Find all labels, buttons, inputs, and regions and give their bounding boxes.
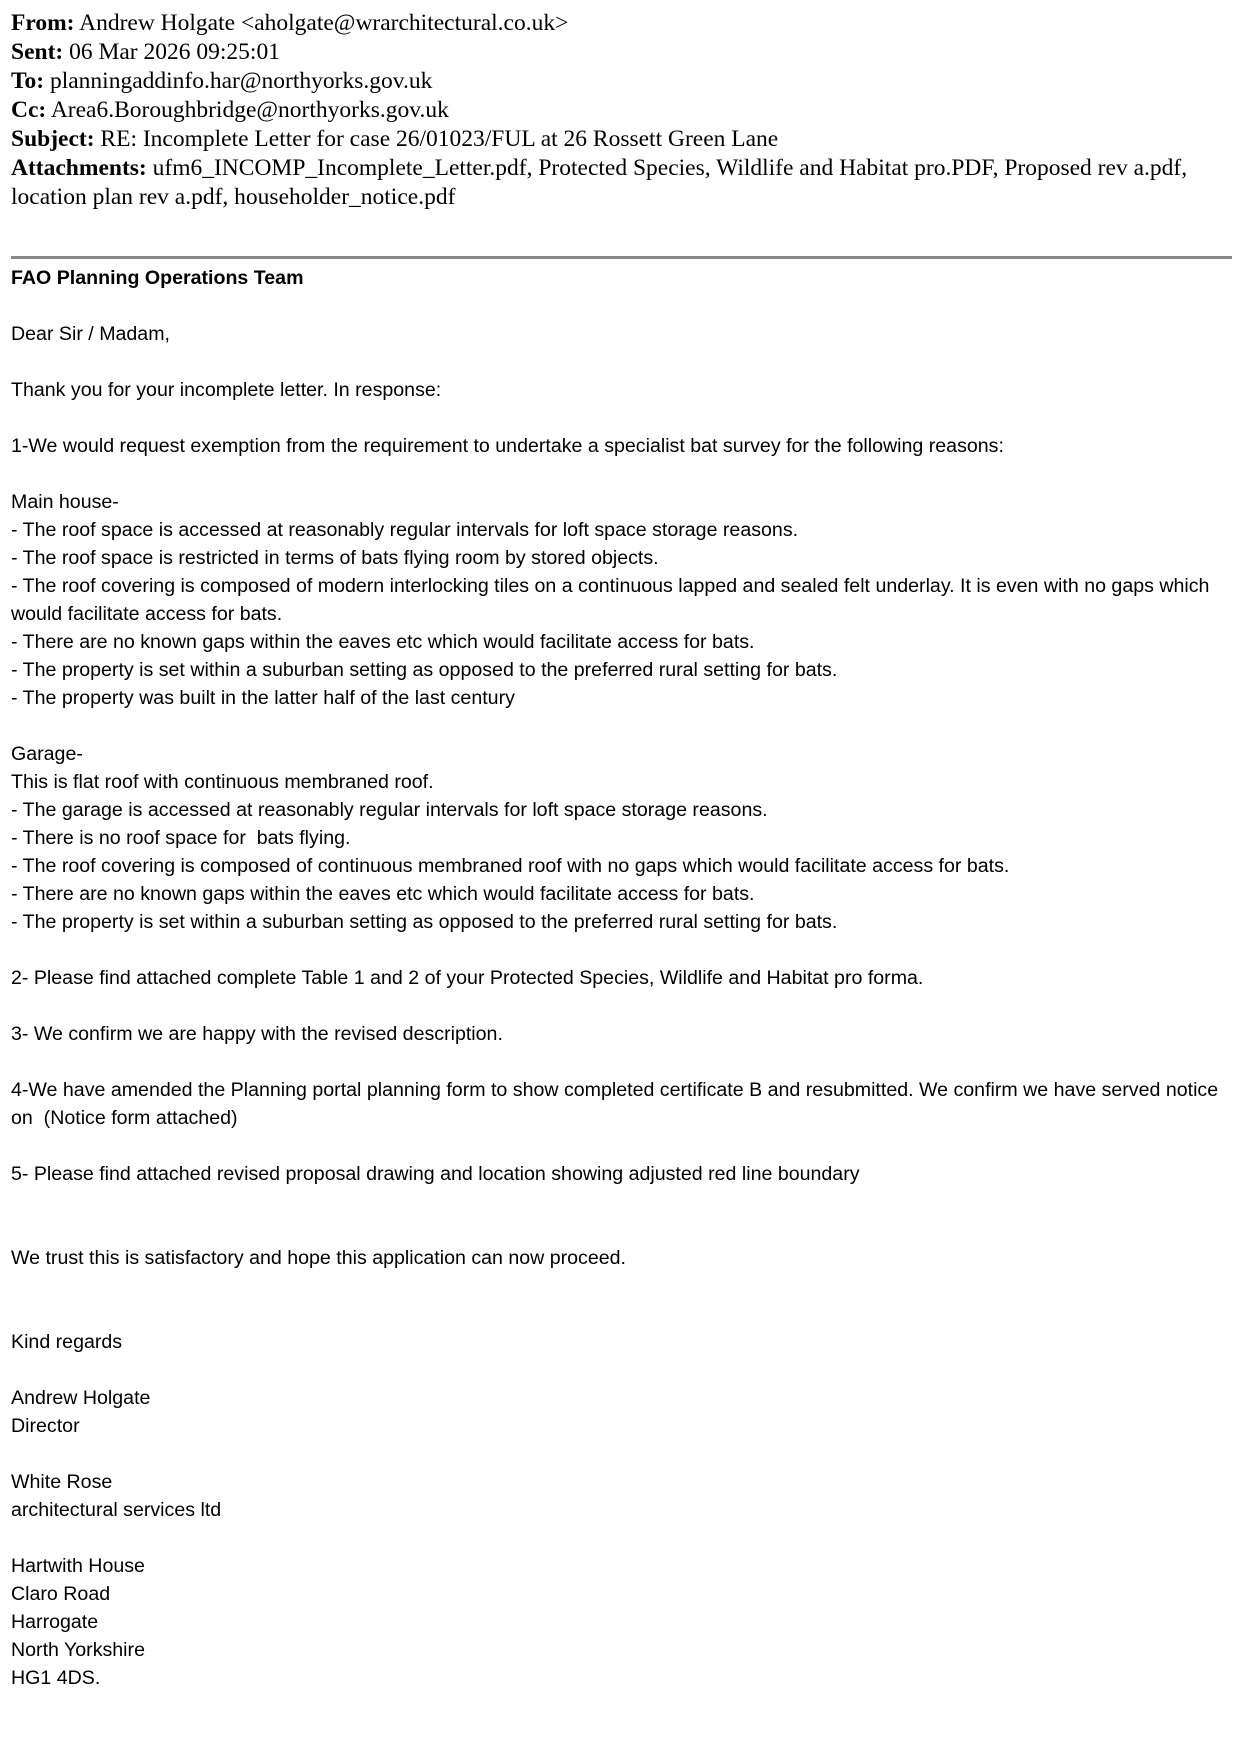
list-item: - There are no known gaps within the eaves etc which would facilitate access for bats. bbox=[11, 631, 755, 653]
sent-row bbox=[11, 38, 1226, 67]
garage-heading: Garage- bbox=[11, 743, 83, 765]
list-item: - There is no roof space for bats flying. bbox=[11, 827, 351, 849]
sent-label: Sent: bbox=[11, 39, 64, 65]
salutation: Dear Sir / Madam, bbox=[11, 323, 170, 345]
subject-value: RE: Incomplete Letter for case 26/01023/FUL at 26 Rossett Green Lane bbox=[100, 126, 779, 152]
list-item: - The property is set within a suburban setting as opposed to the preferred rural setting for bats. bbox=[11, 659, 838, 681]
email-header bbox=[11, 9, 1226, 212]
header-divider bbox=[11, 256, 1232, 259]
list-item: - The roof space is accessed at reasonably regular intervals for loft space storage reasons. bbox=[11, 519, 799, 541]
signature-name: Andrew Holgate bbox=[11, 1387, 151, 1409]
subject-label: Subject: bbox=[11, 126, 95, 152]
company-name-line-2: architectural services ltd bbox=[11, 1499, 222, 1521]
from-row bbox=[11, 9, 1226, 38]
intro-paragraph: Thank you for your incomplete letter. In response: bbox=[11, 379, 442, 401]
to-row bbox=[11, 67, 1226, 96]
to-value: planningaddinfo.har@northyorks.gov.uk bbox=[49, 68, 433, 94]
sent-value: 06 Mar 2026 09:25:01 bbox=[69, 39, 280, 65]
email-body bbox=[11, 264, 1226, 1692]
company-name-line-1: White Rose bbox=[11, 1471, 113, 1493]
list-item: - The property was built in the latter half of the last century bbox=[11, 687, 515, 709]
attachments-value: ufm6_INCOMP_Incomplete_Letter.pdf, Protected Species, Wildlife and Habitat pro.PDF, Proposed rev a.pdf, location plan rev a.pdf, householder_notice.pdf bbox=[11, 155, 1188, 210]
cc-label: Cc: bbox=[11, 97, 47, 123]
point-5: 5- Please find attached revised proposal drawing and location showing adjusted red line boundary bbox=[11, 1163, 860, 1185]
garage-intro: This is flat roof with continuous membraned roof. bbox=[11, 771, 434, 793]
address-line: Hartwith House bbox=[11, 1555, 145, 1577]
cc-row bbox=[11, 96, 1226, 125]
cc-value: Area6.Boroughbridge@northyorks.gov.uk bbox=[50, 97, 449, 123]
address-line: Claro Road bbox=[11, 1583, 111, 1605]
signoff: Kind regards bbox=[11, 1331, 123, 1353]
attachments-label: Attachments: bbox=[11, 155, 147, 181]
subject-row bbox=[11, 125, 1226, 154]
point-3: 3- We confirm we are happy with the revised description. bbox=[11, 1023, 503, 1045]
list-item: - The property is set within a suburban setting as opposed to the preferred rural setting for bats. bbox=[11, 911, 838, 933]
signature-title: Director bbox=[11, 1415, 80, 1437]
point-2: 2- Please find attached complete Table 1 and 2 of your Protected Species, Wildlife and Habitat pro forma. bbox=[11, 967, 924, 989]
fao-line: FAO Planning Operations Team bbox=[11, 267, 304, 289]
point-4: 4-We have amended the Planning portal planning form to show completed certificate B and resubmitted. We confirm we have served notice on (Notice form attached) bbox=[11, 1079, 1224, 1129]
from-value: Andrew Holgate <aholgate@wrarchitectural.co.uk> bbox=[79, 10, 569, 36]
list-item: - There are no known gaps within the eaves etc which would facilitate access for bats. bbox=[11, 883, 755, 905]
from-label: From: bbox=[11, 10, 75, 36]
to-label: To: bbox=[11, 68, 45, 94]
address-line: HG1 4DS. bbox=[11, 1667, 101, 1689]
address-line: Harrogate bbox=[11, 1611, 99, 1633]
address-line: North Yorkshire bbox=[11, 1639, 145, 1661]
list-item: - The roof space is restricted in terms of bats flying room by stored objects. bbox=[11, 547, 659, 569]
list-item: - The roof covering is composed of continuous membraned roof with no gaps which would facilitate access for bats. bbox=[11, 855, 1010, 877]
main-house-heading: Main house- bbox=[11, 491, 119, 513]
list-item: - The roof covering is composed of modern interlocking tiles on a continuous lapped and sealed felt underlay. It is even with no gaps which would facilitate access for bats. bbox=[11, 575, 1215, 625]
attachments-row bbox=[11, 154, 1226, 212]
closing-statement: We trust this is satisfactory and hope this application can now proceed. bbox=[11, 1247, 626, 1269]
point-1: 1-We would request exemption from the requirement to undertake a specialist bat survey for the following reasons: bbox=[11, 435, 1004, 457]
list-item: - The garage is accessed at reasonably regular intervals for loft space storage reasons. bbox=[11, 799, 768, 821]
